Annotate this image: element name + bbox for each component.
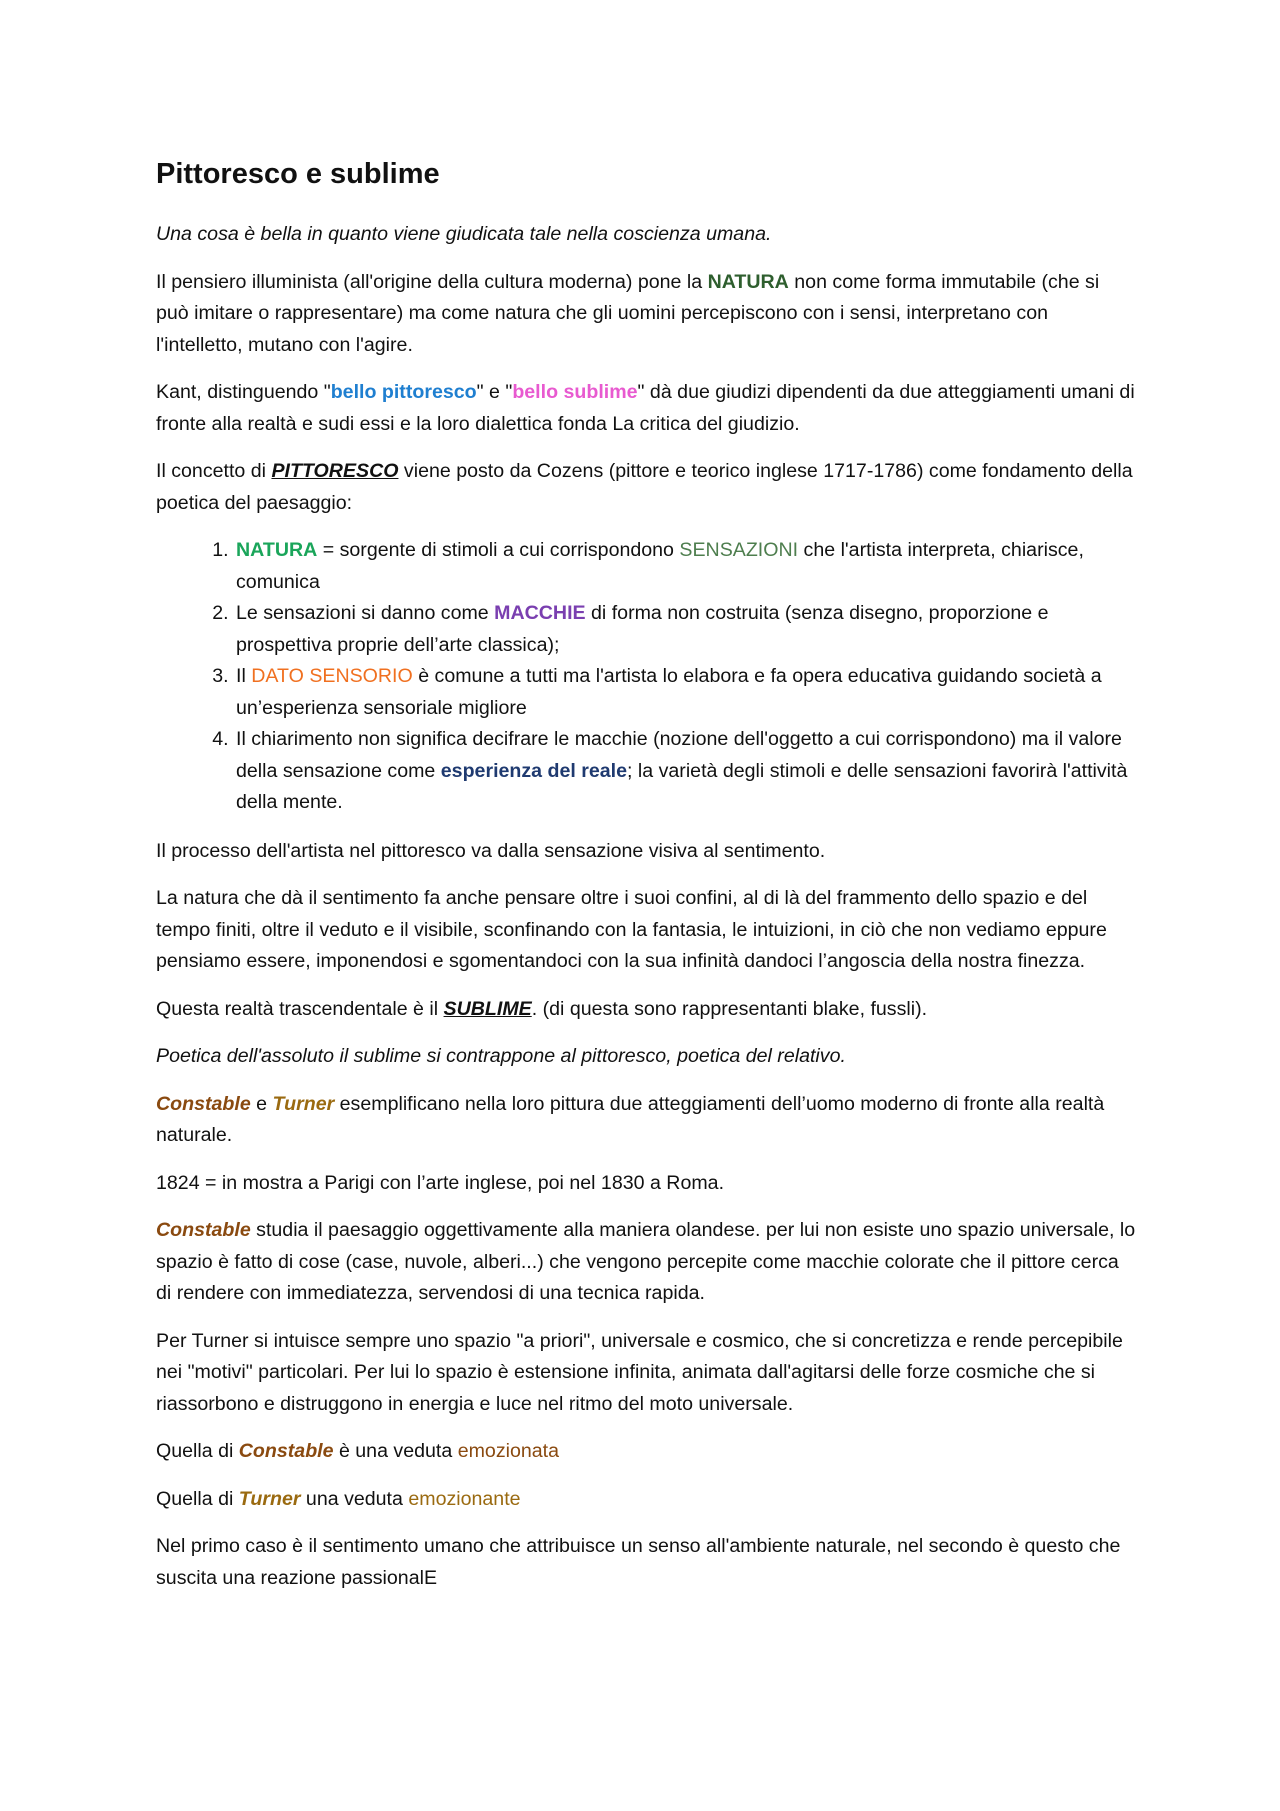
constable-name: Constable [238,1440,334,1462]
page-title: Pittoresco e sublime [156,158,440,190]
paragraph-mostra: 1824 = in mostra a Parigi con l’arte inglese, poi nel 1830 a Roma. [156,1171,725,1194]
esperienza-reale-term: esperienza del reale [440,759,628,782]
paragraph-illuminismo: Il pensiero illuminista (all'origine della cultura moderna) pone la NATURA non come forma immutabile (che si può imitare o rappresentare) ma come natura che gli uomini percepiscono con i sensi, interpretano con l'intelletto, mutano con l'agire. [156,270,1100,356]
list-item: 1. NATURA = sorgente di stimoli a cui corrispondono SENSAZIONI che l'artista interpreta, chiarisce, comunica [234,535,1136,598]
paragraph-veduta-constable: Quella di Constable è una veduta emozionata [156,1440,560,1462]
dato-sensorio-term: DATO SENSORIO [251,665,413,687]
paragraph-conclusione: Nel primo caso è il sentimento umano che attribuisce un senso all'ambiente naturale, nel secondo è questo che suscita una reazione passionalE [156,1535,1121,1589]
list-item: 4. Il chiarimento non significa decifrare le macchie (nozione dell'oggetto a cui corrispondono) ma il valore della sensazione come esperienza del reale; la varietà degli stimoli e delle sensazioni favorirà l'attività della mente. [234,724,1136,819]
cozens-list [156,535,1136,819]
paragraph-processo: Il processo dell'artista nel pittoresco va dalla sensazione visiva al sentimento. [156,839,826,862]
paragraph-turner: Per Turner si intuisce sempre uno spazio "a priori", universale e cosmico, che si concretizza e rende percepibile nei "motivi" particolari. Per lui lo spazio è estensione infinita, animata dall'agitarsi delle forze cosmiche che si riassorbono e distruggono in energia e luce nel ritmo del moto universale. [156,1329,1123,1415]
sublime-term: SUBLIME [443,997,532,1020]
paragraph-veduta-turner: Quella di Turner una veduta emozionante [156,1487,521,1510]
paragraph-constable: Constable studia il paesaggio oggettivamente alla maniera olandese. per lui non esiste uno spazio universale, lo spazio è fatto di cose (case, nuvole, alberi...) che vengono percepite come macchie colorate che il pittore cerca di rendere con immediatezza, servendosi di una tecnica rapida. [156,1219,1136,1304]
macchie-term: MACCHIE [494,602,586,624]
paragraph-natura-sentimento: La natura che dà il sentimento fa anche pensare oltre i suoi confini, al di là del frammento dello spazio e del tempo finiti, oltre il veduto e il visibile, sconfinando con la fantasia, le intuizioni, in ciò che non vediamo eppure pensiamo essere, imponendosi e sgomentandoci con la sua infinità dandoci l’angoscia della nostra finezza. [156,887,1107,972]
paragraph-kant: Kant, distinguendo "bello pittoresco" e "bello sublime" dà due giudizi dipendenti da due atteggiamenti umani di fronte alla realtà e sudi essi e la loro dialettica fonda La critica del giudizio. [156,381,1135,435]
bello-sublime-highlight: bello sublime [512,381,638,403]
natura-highlight: NATURA [707,270,789,293]
natura-term: NATURA [236,539,318,561]
constable-name: Constable [156,1092,251,1115]
turner-name: Turner [238,1487,301,1510]
pittoresco-term: PITTORESCO [271,460,399,482]
list-item: 3. Il DATO SENSORIO è comune a tutti ma l'artista lo elabora e fa opera educativa guidando società a un’esperienza sensoriale migliore [234,661,1136,724]
sensazioni-term: SENSAZIONI [679,539,799,561]
turner-name: Turner [272,1092,335,1115]
paragraph-poetica: Poetica dell'assoluto il sublime si contrappone al pittoresco, poetica del relativo. [156,1045,846,1067]
constable-name: Constable [156,1219,251,1241]
emozionata-term: emozionata [457,1440,560,1462]
document-body [156,219,1136,1610]
bello-pittoresco-highlight: bello pittoresco [330,381,477,403]
paragraph-constable-turner: Constable e Turner esemplificano nella loro pittura due atteggiamenti dell’uomo moderno di fronte alla realtà naturale. [156,1092,1105,1146]
intro-paragraph: Una cosa è bella in quanto viene giudicata tale nella coscienza umana. [156,223,772,245]
paragraph-sublime: Questa realtà trascendentale è il SUBLIME. (di questa sono rappresentanti blake, fussli). [156,997,928,1020]
list-item: 2. Le sensazioni si danno come MACCHIE di forma non costruita (senza disegno, proporzione e prospettiva proprie dell’arte classica); [234,598,1136,661]
emozionante-term: emozionante [408,1487,521,1510]
paragraph-pittoresco: Il concetto di PITTORESCO viene posto da Cozens (pittore e teorico inglese 1717-1786) come fondamento della poetica del paesaggio: [156,460,1133,514]
